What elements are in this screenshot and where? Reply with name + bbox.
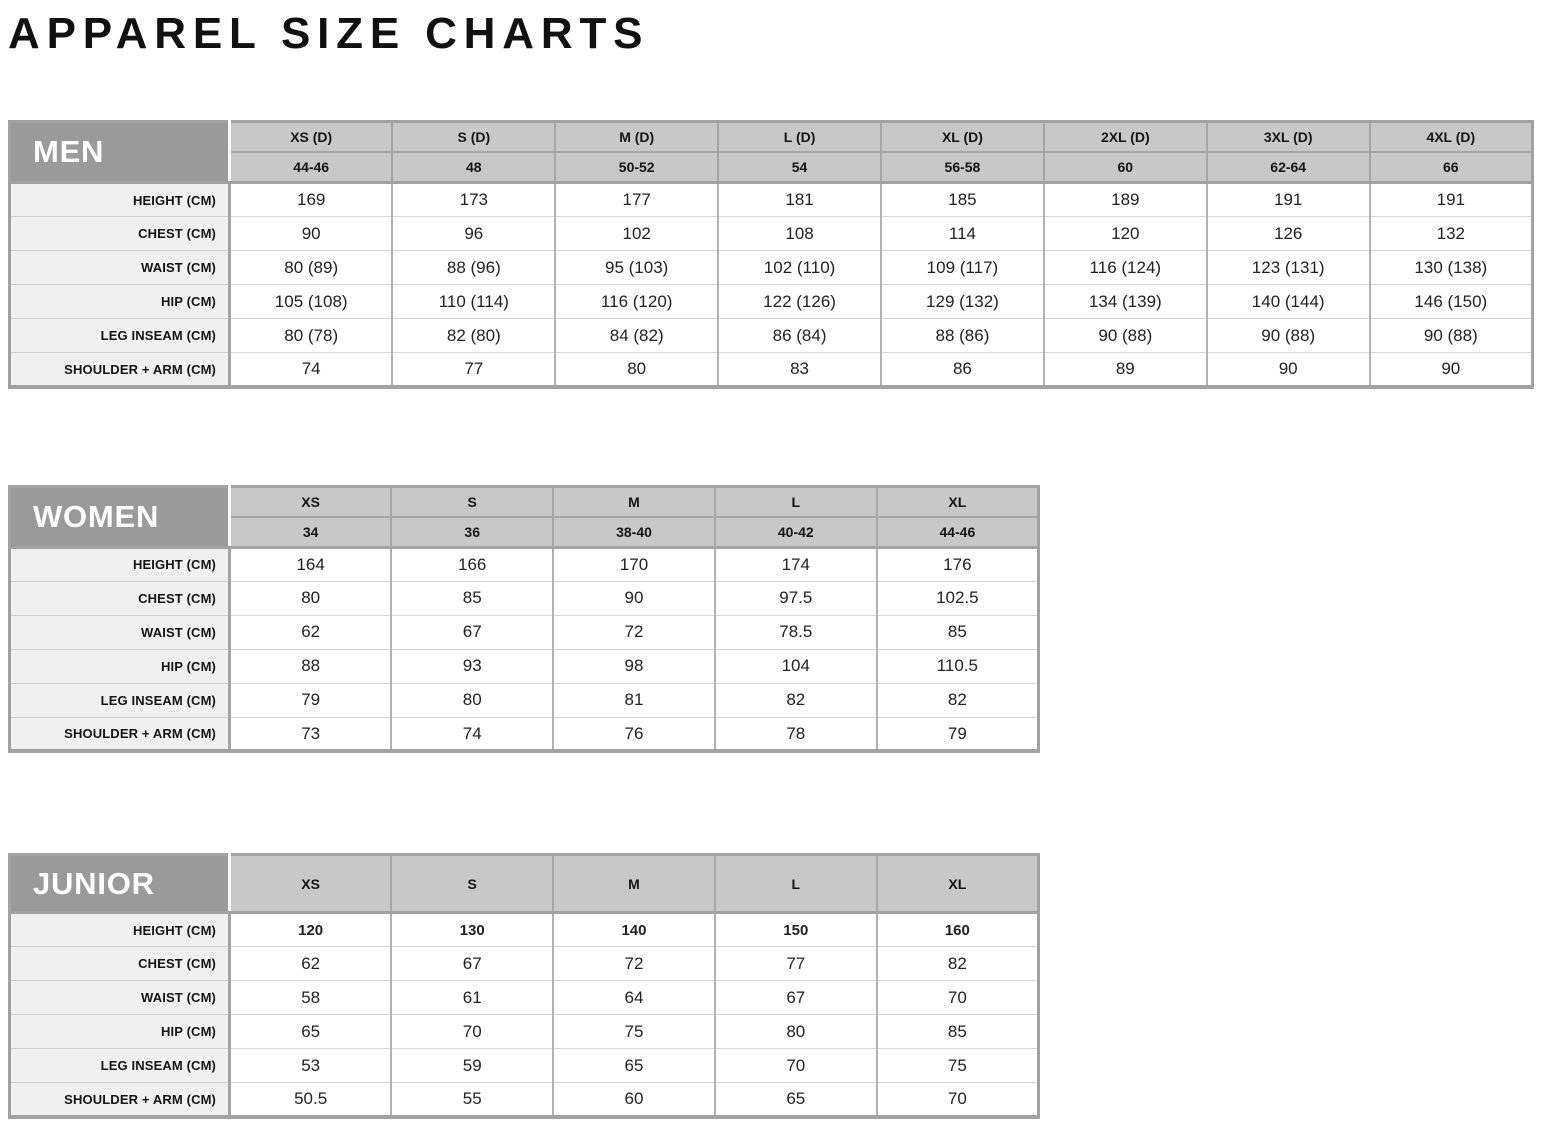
data-cell: 61 <box>391 981 553 1015</box>
data-cell: 110.5 <box>877 649 1039 683</box>
row-label: CHEST (CM) <box>10 217 230 251</box>
data-cell: 84 (82) <box>555 319 718 353</box>
data-cell: 191 <box>1370 183 1533 217</box>
table-row <box>10 251 1533 285</box>
data-cell: 73 <box>230 717 392 751</box>
data-cell: 62 <box>230 947 392 981</box>
data-cell: 82 <box>877 683 1039 717</box>
data-cell: 130 (138) <box>1370 251 1533 285</box>
row-label: SHOULDER + ARM (CM) <box>10 717 230 751</box>
size-header-cell: L (D) <box>718 122 881 153</box>
data-cell: 65 <box>230 1015 392 1049</box>
table-row <box>10 717 1039 751</box>
data-cell: 67 <box>391 615 553 649</box>
data-cell: 59 <box>391 1049 553 1083</box>
data-cell: 140 <box>553 913 715 947</box>
data-cell: 90 (88) <box>1370 319 1533 353</box>
data-cell: 90 <box>1207 353 1370 387</box>
size-number-cell: 36 <box>391 517 553 548</box>
data-cell: 90 (88) <box>1044 319 1207 353</box>
data-cell: 160 <box>877 913 1039 947</box>
data-cell: 93 <box>391 649 553 683</box>
table-row <box>10 649 1039 683</box>
data-cell: 80 (89) <box>230 251 393 285</box>
size-number-cell: 34 <box>230 517 392 548</box>
data-cell: 102 (110) <box>718 251 881 285</box>
size-table-men <box>8 120 1534 389</box>
data-cell: 90 <box>1370 353 1533 387</box>
data-cell: 164 <box>230 547 392 581</box>
data-cell: 75 <box>553 1015 715 1049</box>
data-cell: 79 <box>877 717 1039 751</box>
data-cell: 146 (150) <box>1370 285 1533 319</box>
data-cell: 98 <box>553 649 715 683</box>
data-cell: 82 (80) <box>392 319 555 353</box>
data-cell: 81 <box>553 683 715 717</box>
data-cell: 88 <box>230 649 392 683</box>
data-cell: 86 <box>881 353 1044 387</box>
data-cell: 140 (144) <box>1207 285 1370 319</box>
data-cell: 70 <box>391 1015 553 1049</box>
data-cell: 191 <box>1207 183 1370 217</box>
row-label: SHOULDER + ARM (CM) <box>10 353 230 387</box>
size-number-cell: 66 <box>1370 152 1533 183</box>
data-cell: 80 <box>715 1015 877 1049</box>
data-cell: 58 <box>230 981 392 1015</box>
data-cell: 90 <box>553 581 715 615</box>
data-cell: 110 (114) <box>392 285 555 319</box>
size-header-cell: S <box>391 855 553 913</box>
data-cell: 105 (108) <box>230 285 393 319</box>
data-cell: 78.5 <box>715 615 877 649</box>
size-number-cell: 40-42 <box>715 517 877 548</box>
table-row <box>10 285 1533 319</box>
size-header-cell: L <box>715 855 877 913</box>
row-label: HIP (CM) <box>10 285 230 319</box>
size-header-cell: XL <box>877 486 1039 517</box>
data-cell: 55 <box>391 1083 553 1117</box>
size-table-junior <box>8 853 1040 1119</box>
data-cell: 114 <box>881 217 1044 251</box>
page-title: APPAREL SIZE CHARTS <box>8 9 650 58</box>
row-label: WAIST (CM) <box>10 615 230 649</box>
size-number-cell: 48 <box>392 152 555 183</box>
data-cell: 89 <box>1044 353 1207 387</box>
size-header-cell: XL (D) <box>881 122 1044 153</box>
size-number-cell: 54 <box>718 152 881 183</box>
data-cell: 77 <box>392 353 555 387</box>
data-cell: 65 <box>553 1049 715 1083</box>
data-cell: 185 <box>881 183 1044 217</box>
size-header-cell: S <box>391 486 553 517</box>
data-cell: 85 <box>391 581 553 615</box>
row-label: LEG INSEAM (CM) <box>10 319 230 353</box>
data-cell: 85 <box>877 615 1039 649</box>
data-cell: 176 <box>877 547 1039 581</box>
section-label-junior: JUNIOR <box>10 855 230 913</box>
size-header-cell: M <box>553 855 715 913</box>
data-cell: 76 <box>553 717 715 751</box>
data-cell: 189 <box>1044 183 1207 217</box>
data-cell: 70 <box>715 1049 877 1083</box>
data-cell: 74 <box>391 717 553 751</box>
data-cell: 86 (84) <box>718 319 881 353</box>
data-cell: 53 <box>230 1049 392 1083</box>
data-cell: 74 <box>230 353 393 387</box>
data-cell: 80 <box>391 683 553 717</box>
table-row <box>10 353 1533 387</box>
table-row <box>10 1015 1039 1049</box>
data-cell: 150 <box>715 913 877 947</box>
table-row <box>10 1049 1039 1083</box>
size-header-cell: XS (D) <box>230 122 393 153</box>
size-header-cell: M (D) <box>555 122 718 153</box>
size-header-cell: 3XL (D) <box>1207 122 1370 153</box>
data-cell: 123 (131) <box>1207 251 1370 285</box>
size-header-cell: XS <box>230 855 392 913</box>
section-label-men: MEN <box>10 122 230 183</box>
data-cell: 77 <box>715 947 877 981</box>
data-cell: 129 (132) <box>881 285 1044 319</box>
row-label: WAIST (CM) <box>10 251 230 285</box>
table-row <box>10 947 1039 981</box>
data-cell: 96 <box>392 217 555 251</box>
table-row <box>10 683 1039 717</box>
data-cell: 130 <box>391 913 553 947</box>
data-cell: 122 (126) <box>718 285 881 319</box>
data-cell: 50.5 <box>230 1083 392 1117</box>
data-cell: 70 <box>877 981 1039 1015</box>
row-label: LEG INSEAM (CM) <box>10 1049 230 1083</box>
data-cell: 75 <box>877 1049 1039 1083</box>
row-label: LEG INSEAM (CM) <box>10 683 230 717</box>
size-number-cell: 62-64 <box>1207 152 1370 183</box>
size-header-cell: L <box>715 486 877 517</box>
data-cell: 79 <box>230 683 392 717</box>
data-cell: 132 <box>1370 217 1533 251</box>
data-cell: 95 (103) <box>555 251 718 285</box>
data-cell: 104 <box>715 649 877 683</box>
size-header-cell: 4XL (D) <box>1370 122 1533 153</box>
data-cell: 64 <box>553 981 715 1015</box>
data-cell: 116 (120) <box>555 285 718 319</box>
data-cell: 108 <box>718 217 881 251</box>
data-cell: 62 <box>230 615 392 649</box>
table-row <box>10 981 1039 1015</box>
data-cell: 173 <box>392 183 555 217</box>
data-cell: 134 (139) <box>1044 285 1207 319</box>
data-cell: 82 <box>715 683 877 717</box>
data-cell: 177 <box>555 183 718 217</box>
data-cell: 174 <box>715 547 877 581</box>
row-label: HEIGHT (CM) <box>10 547 230 581</box>
data-cell: 90 (88) <box>1207 319 1370 353</box>
table-row <box>10 547 1039 581</box>
size-header-cell: 2XL (D) <box>1044 122 1207 153</box>
data-cell: 88 (96) <box>392 251 555 285</box>
size-number-cell: 44-46 <box>230 152 393 183</box>
row-label: HEIGHT (CM) <box>10 183 230 217</box>
size-number-cell: 56-58 <box>881 152 1044 183</box>
row-label: SHOULDER + ARM (CM) <box>10 1083 230 1117</box>
data-cell: 97.5 <box>715 581 877 615</box>
row-label: WAIST (CM) <box>10 981 230 1015</box>
size-charts-container <box>8 120 1534 1119</box>
data-cell: 85 <box>877 1015 1039 1049</box>
data-cell: 120 <box>1044 217 1207 251</box>
size-number-cell: 38-40 <box>553 517 715 548</box>
data-cell: 80 (78) <box>230 319 393 353</box>
data-cell: 170 <box>553 547 715 581</box>
row-label: HIP (CM) <box>10 649 230 683</box>
data-cell: 82 <box>877 947 1039 981</box>
size-table-women <box>8 485 1040 754</box>
row-label: CHEST (CM) <box>10 947 230 981</box>
data-cell: 120 <box>230 913 392 947</box>
table-row <box>10 217 1533 251</box>
size-header-cell: S (D) <box>392 122 555 153</box>
table-row <box>10 1083 1039 1117</box>
table-row <box>10 581 1039 615</box>
data-cell: 65 <box>715 1083 877 1117</box>
size-header-cell: M <box>553 486 715 517</box>
data-cell: 72 <box>553 947 715 981</box>
section-label-women: WOMEN <box>10 486 230 547</box>
data-cell: 166 <box>391 547 553 581</box>
data-cell: 88 (86) <box>881 319 1044 353</box>
data-cell: 70 <box>877 1083 1039 1117</box>
data-cell: 78 <box>715 717 877 751</box>
size-header-cell: XL <box>877 855 1039 913</box>
row-label: HIP (CM) <box>10 1015 230 1049</box>
row-label: HEIGHT (CM) <box>10 913 230 947</box>
data-cell: 181 <box>718 183 881 217</box>
data-cell: 109 (117) <box>881 251 1044 285</box>
data-cell: 102.5 <box>877 581 1039 615</box>
data-cell: 80 <box>230 581 392 615</box>
size-number-cell: 60 <box>1044 152 1207 183</box>
data-cell: 116 (124) <box>1044 251 1207 285</box>
data-cell: 72 <box>553 615 715 649</box>
data-cell: 80 <box>555 353 718 387</box>
size-header-cell: XS <box>230 486 392 517</box>
data-cell: 90 <box>230 217 393 251</box>
size-number-cell: 44-46 <box>877 517 1039 548</box>
table-row <box>10 183 1533 217</box>
row-label: CHEST (CM) <box>10 581 230 615</box>
data-cell: 169 <box>230 183 393 217</box>
data-cell: 126 <box>1207 217 1370 251</box>
size-number-cell: 50-52 <box>555 152 718 183</box>
table-row <box>10 319 1533 353</box>
table-row <box>10 615 1039 649</box>
data-cell: 67 <box>715 981 877 1015</box>
data-cell: 67 <box>391 947 553 981</box>
data-cell: 83 <box>718 353 881 387</box>
table-row <box>10 913 1039 947</box>
data-cell: 60 <box>553 1083 715 1117</box>
data-cell: 102 <box>555 217 718 251</box>
